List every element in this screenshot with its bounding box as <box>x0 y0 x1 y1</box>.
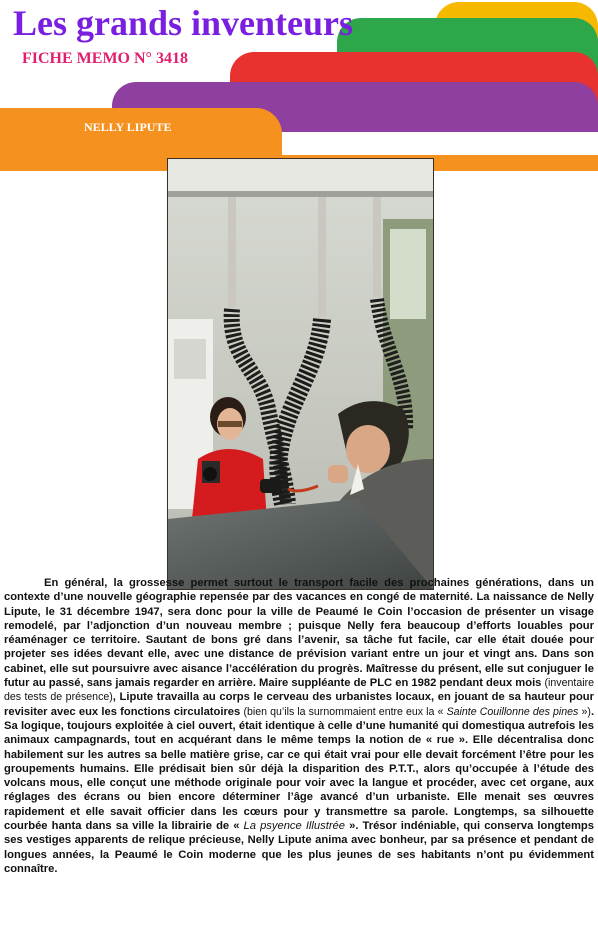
page-title: Les grands inventeurs <box>13 3 354 43</box>
article-note-2c: ») <box>581 705 591 718</box>
person-name: NELLY LIPUTE <box>84 120 172 134</box>
article-part-4: ». Trésor indéniable, qui conserva longtemps ses vestiges apparents de relique précieuse, Nelly Lipute anima avec bonheur, par sa présence et pendant de longues années, la Peaumé le Coin moderne que les plus jeunes de ses habitants n’ont pu évidemment connaître. <box>4 820 594 875</box>
article-part-3: . Sa logique, toujours exploitée à ciel ouvert, était identique à celle d’une humanité qui domestiqua autrefois les animaux campagnards, tout en acquérant dans le même temps la notion de « rue ». Elle décentralisa donc habilement sur les autres sa belle matière grise, car ce qui était vrai pour elle devait forcément l’être pour les groupements humains. Elle prédisait bien sûr déjà la disparition des P.T.T., alors qu’occupée à l’étude des volcans mous, elle conçut une méthode originale pour voir avec la langue et procéder, avec cet organe, aux réglages des écrans ou bien encore déterminer l’âge avancé d’un urbaniste. Elle menait ses œuvres rapidement et elle savait officier dans les cœurs pour y transmettre sa parole. Longtemps, sa silhouette courbée hanta dans sa ville la librairie de « <box>4 705 595 833</box>
article-text <box>4 576 594 876</box>
article-part-2: , Lipute travailla au corps le cerveau des urbanistes locaux, en jouant de sa hauteur pour revisiter avec eux les fonctions circulatoires <box>4 691 594 718</box>
lab-photo-illustration <box>168 159 433 589</box>
memo-number: FICHE MEMO N° 3418 <box>22 50 188 67</box>
article-part-1: En général, la grossesse permet surtout le transport facile des prochaines générations, dans un contexte d’une nouvelle géographie repensée par des vacances en congé de maternité. La naissance de Nelly Lipute, le 31 décembre 1947, sera donc pour la ville de Peaumé le Coin l’occasion de présenter un visage remodelé, par l’adjonction d’un nouveau membre ; puisque Nelly fera beaucoup d’efforts louables pour réaménager ce territoire. Sautant de bons gré dans l’avenir, sa tâche fut facile, car elle était douée pour projeter ses idées devant elle, avec une distance de prévision variant entre un jour et vingt ans. Dans son cabinet, elle sut poursuivre avec aisance l’accélération du progrès. Maîtresse du présent, elle sut conjuguer le futur au passé, sans jamais regarder en arrière. Maire suppléante de PLC en 1982 pendant deux mois <box>4 577 594 690</box>
book-title: La psyence Illustrée <box>243 820 345 833</box>
article-note-2a: (bien qu’ils la surnommaient entre eux la « <box>243 705 444 718</box>
article-note-2b: Sainte Couillonne des pines <box>446 705 579 718</box>
lab-photo <box>167 158 434 590</box>
article-note-1: (inventaire des tests de présence) <box>4 677 594 704</box>
